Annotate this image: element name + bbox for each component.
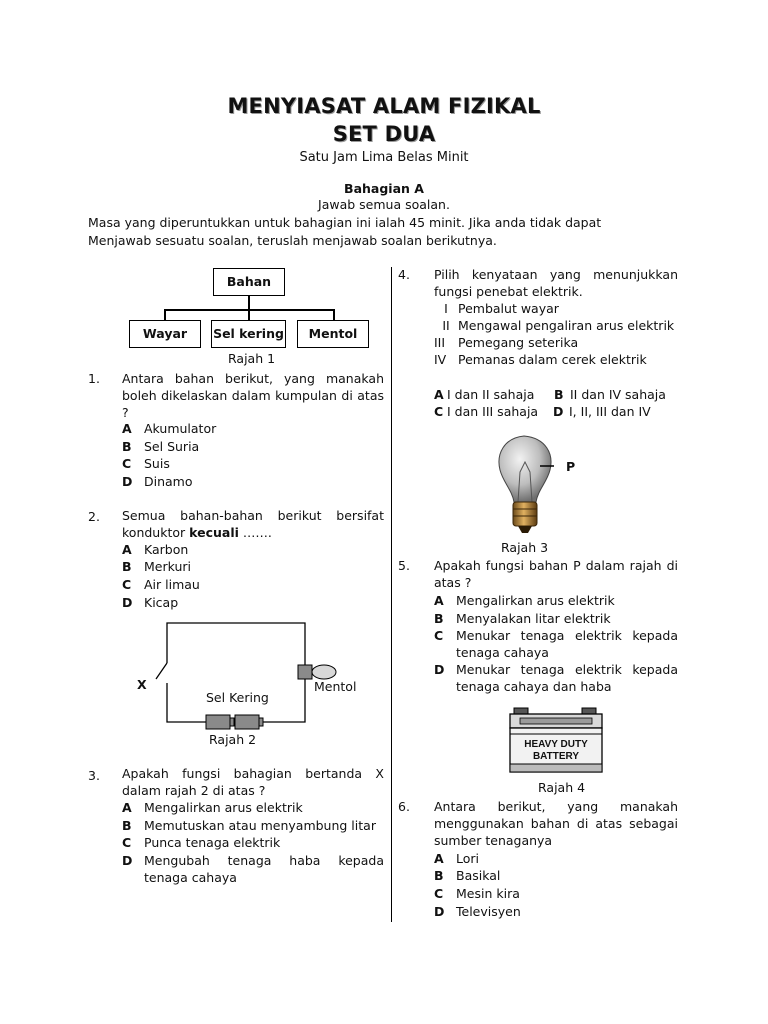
question-number: 1. [88,371,100,386]
option-text: II dan IV sahaja [570,387,666,402]
label-x: X [137,677,147,692]
cell-2 [235,715,259,729]
option-text: Mengubah tenaga haba kepada tenaga cahaya [144,853,384,885]
option-letter: A [122,421,132,436]
option-text: Menyalakan litar elektrik [456,611,611,626]
option-b[interactable] [122,817,376,834]
box-wayar: Wayar [129,320,201,348]
option-a[interactable] [122,799,303,816]
bulb-icon [312,665,336,679]
cell-2-terminal [259,718,263,726]
option-text: Lori [456,851,480,866]
option-letter: B [122,559,132,574]
option-d[interactable] [122,473,193,490]
statement-i [434,300,559,317]
option-d[interactable] [434,903,521,920]
light-bulb-icon [490,432,590,537]
label-p: P [566,459,576,474]
battery-label-2: BATTERY [532,751,580,762]
option-text: Mesin kira [456,886,520,901]
option-c[interactable] [122,834,280,851]
option-text: Karbon [144,542,189,557]
option-letter: A [434,851,444,866]
statement-text: Pemegang seterika [458,335,579,350]
option-letter: D [122,474,133,489]
option-text: Menukar tenaga elektrik kepada tenaga cahaya dan haba [456,662,678,694]
option-d[interactable] [122,594,178,611]
option-c[interactable] [434,627,678,661]
question-number: 3. [88,768,100,783]
option-text: Kicap [144,595,179,610]
option-a[interactable] [434,592,615,609]
option-letter: D [122,853,133,868]
option-d[interactable] [553,403,651,420]
option-letter: B [122,818,132,833]
caption-rajah-3: Rajah 3 [501,540,549,555]
statement-iii [434,334,578,351]
option-letter: A [434,593,444,608]
question-text: Antara berikut, yang manakah menggunakan bahan di atas sebagai sumber tenaganya [434,799,678,848]
option-text: Suis [144,456,170,471]
option-text: Memutuskan atau menyambung litar [144,818,376,833]
option-letter: C [122,835,132,850]
option-text: Televisyen [456,904,521,919]
circuit-wire [167,683,206,722]
option-text: Punca tenaga elektrik [144,835,281,850]
page-subtitle: SET DUA [332,122,436,146]
option-letter: D [434,904,445,919]
option-a[interactable] [122,420,216,437]
question-text-part: ……. [238,525,272,540]
option-letter: C [122,456,132,471]
box-mentol: Mentol [297,320,369,348]
question-text: Apakah fungsi bahan P dalam rajah di atas ? [434,558,678,590]
caption-rajah-1: Rajah 1 [228,351,276,366]
battery-label-1: HEAVY DUTY [524,739,588,750]
box-sel-kering: Sel kering [211,320,286,348]
option-c[interactable] [122,455,170,472]
statement-roman: II [442,318,450,333]
cell-1-terminal [230,718,234,726]
option-letter: A [122,800,132,815]
label-mentol: Mentol [314,679,357,694]
option-letter: C [434,886,444,901]
option-text: I dan II sahaja [447,387,535,402]
option-text: Merkuri [144,559,192,574]
option-letter: A [122,542,132,557]
option-text: Basikal [456,868,501,883]
question-text: Apakah fungsi bahagian bertanda X dalam rajah 2 di atas ? [122,766,384,798]
option-letter: A [434,387,444,402]
statement-text: Pembalut wayar [458,301,559,316]
option-letter: B [434,868,444,883]
page-title: MENYIASAT ALAM FIZIKAL [227,94,541,118]
caption-rajah-2: Rajah 2 [209,732,257,747]
question-number: 5. [398,558,410,573]
statement-roman: IV [434,352,447,367]
option-letter: C [434,628,444,643]
circuit-diagram [140,615,380,735]
option-letter: D [553,404,564,419]
statement-roman: III [434,335,446,350]
option-text: Menukar tenaga elektrik kepada tenaga cahaya [456,628,678,660]
option-b[interactable] [554,386,666,403]
note-line-1: Masa yang diperuntukkan untuk bahagian ini ialah 45 minit. Jika anda tidak dapat [88,215,602,230]
question-text: Pilih kenyataan yang menunjukkan fungsi penebat elektrik. [434,267,678,299]
bulb-cap [513,502,537,526]
switch-x [156,663,167,679]
statement-roman: I [444,301,448,316]
option-c[interactable] [122,576,200,593]
option-b[interactable] [434,610,611,627]
option-b[interactable] [122,438,199,455]
option-text: Mengalirkan arus elektrik [456,593,615,608]
option-letter: D [434,662,445,677]
option-text: Akumulator [144,421,217,436]
option-text: Sel Suria [144,439,200,454]
duration: Satu Jam Lima Belas Minit [299,150,469,165]
column-divider [391,267,392,922]
question-text-part: Semua bahan-bahan berikut bersifat konduktor [122,508,384,540]
note-line-2: Menjawab sesuatu soalan, teruslah menjawab soalan berikutnya. [88,233,497,248]
option-a[interactable] [434,386,534,403]
option-b[interactable] [434,867,500,884]
question-text [122,507,384,541]
bulb-glass [499,436,551,502]
statement-text: Mengawal pengaliran arus elektrik [458,318,675,333]
option-text: I dan III sahaja [447,404,539,419]
label-sel-kering: Sel Kering [206,690,269,705]
statement-text: Pemanas dalam cerek elektrik [458,352,647,367]
instruction: Jawab semua soalan. [318,197,450,212]
option-text: Air limau [144,577,200,592]
option-a[interactable] [434,850,479,867]
question-number: 4. [398,267,410,282]
battery-icon [506,704,606,776]
connector [248,296,250,310]
option-letter: B [434,611,444,626]
section-heading: Bahagian A [344,181,424,196]
option-d[interactable] [434,661,678,695]
caption-rajah-4: Rajah 4 [538,780,586,795]
question-text: Antara bahan berikut, yang manakah boleh dikelaskan dalam kumpulan di atas ? [122,371,384,420]
circuit-wire [167,623,305,665]
bulb-tip [518,526,532,533]
option-b[interactable] [122,558,191,575]
bulb-holder [298,665,312,679]
option-letter: C [122,577,132,592]
statement-ii [434,317,674,334]
option-c[interactable] [434,403,538,420]
question-text-emphasis: kecuali [189,525,239,540]
option-letter: D [122,595,133,610]
circuit-wire [263,679,305,722]
option-letter: B [122,439,132,454]
question-number: 2. [88,509,100,524]
question-number: 6. [398,799,410,814]
option-text: I, II, III dan IV [569,404,651,419]
option-c[interactable] [434,885,520,902]
box-bahan: Bahan [213,268,285,296]
option-letter: C [434,404,444,419]
cell-1 [206,715,230,729]
option-text: Dinamo [144,474,193,489]
option-a[interactable] [122,541,188,558]
option-letter: B [554,387,564,402]
option-d[interactable] [122,852,384,886]
option-text: Mengalirkan arus elektrik [144,800,303,815]
statement-iv [434,351,647,368]
